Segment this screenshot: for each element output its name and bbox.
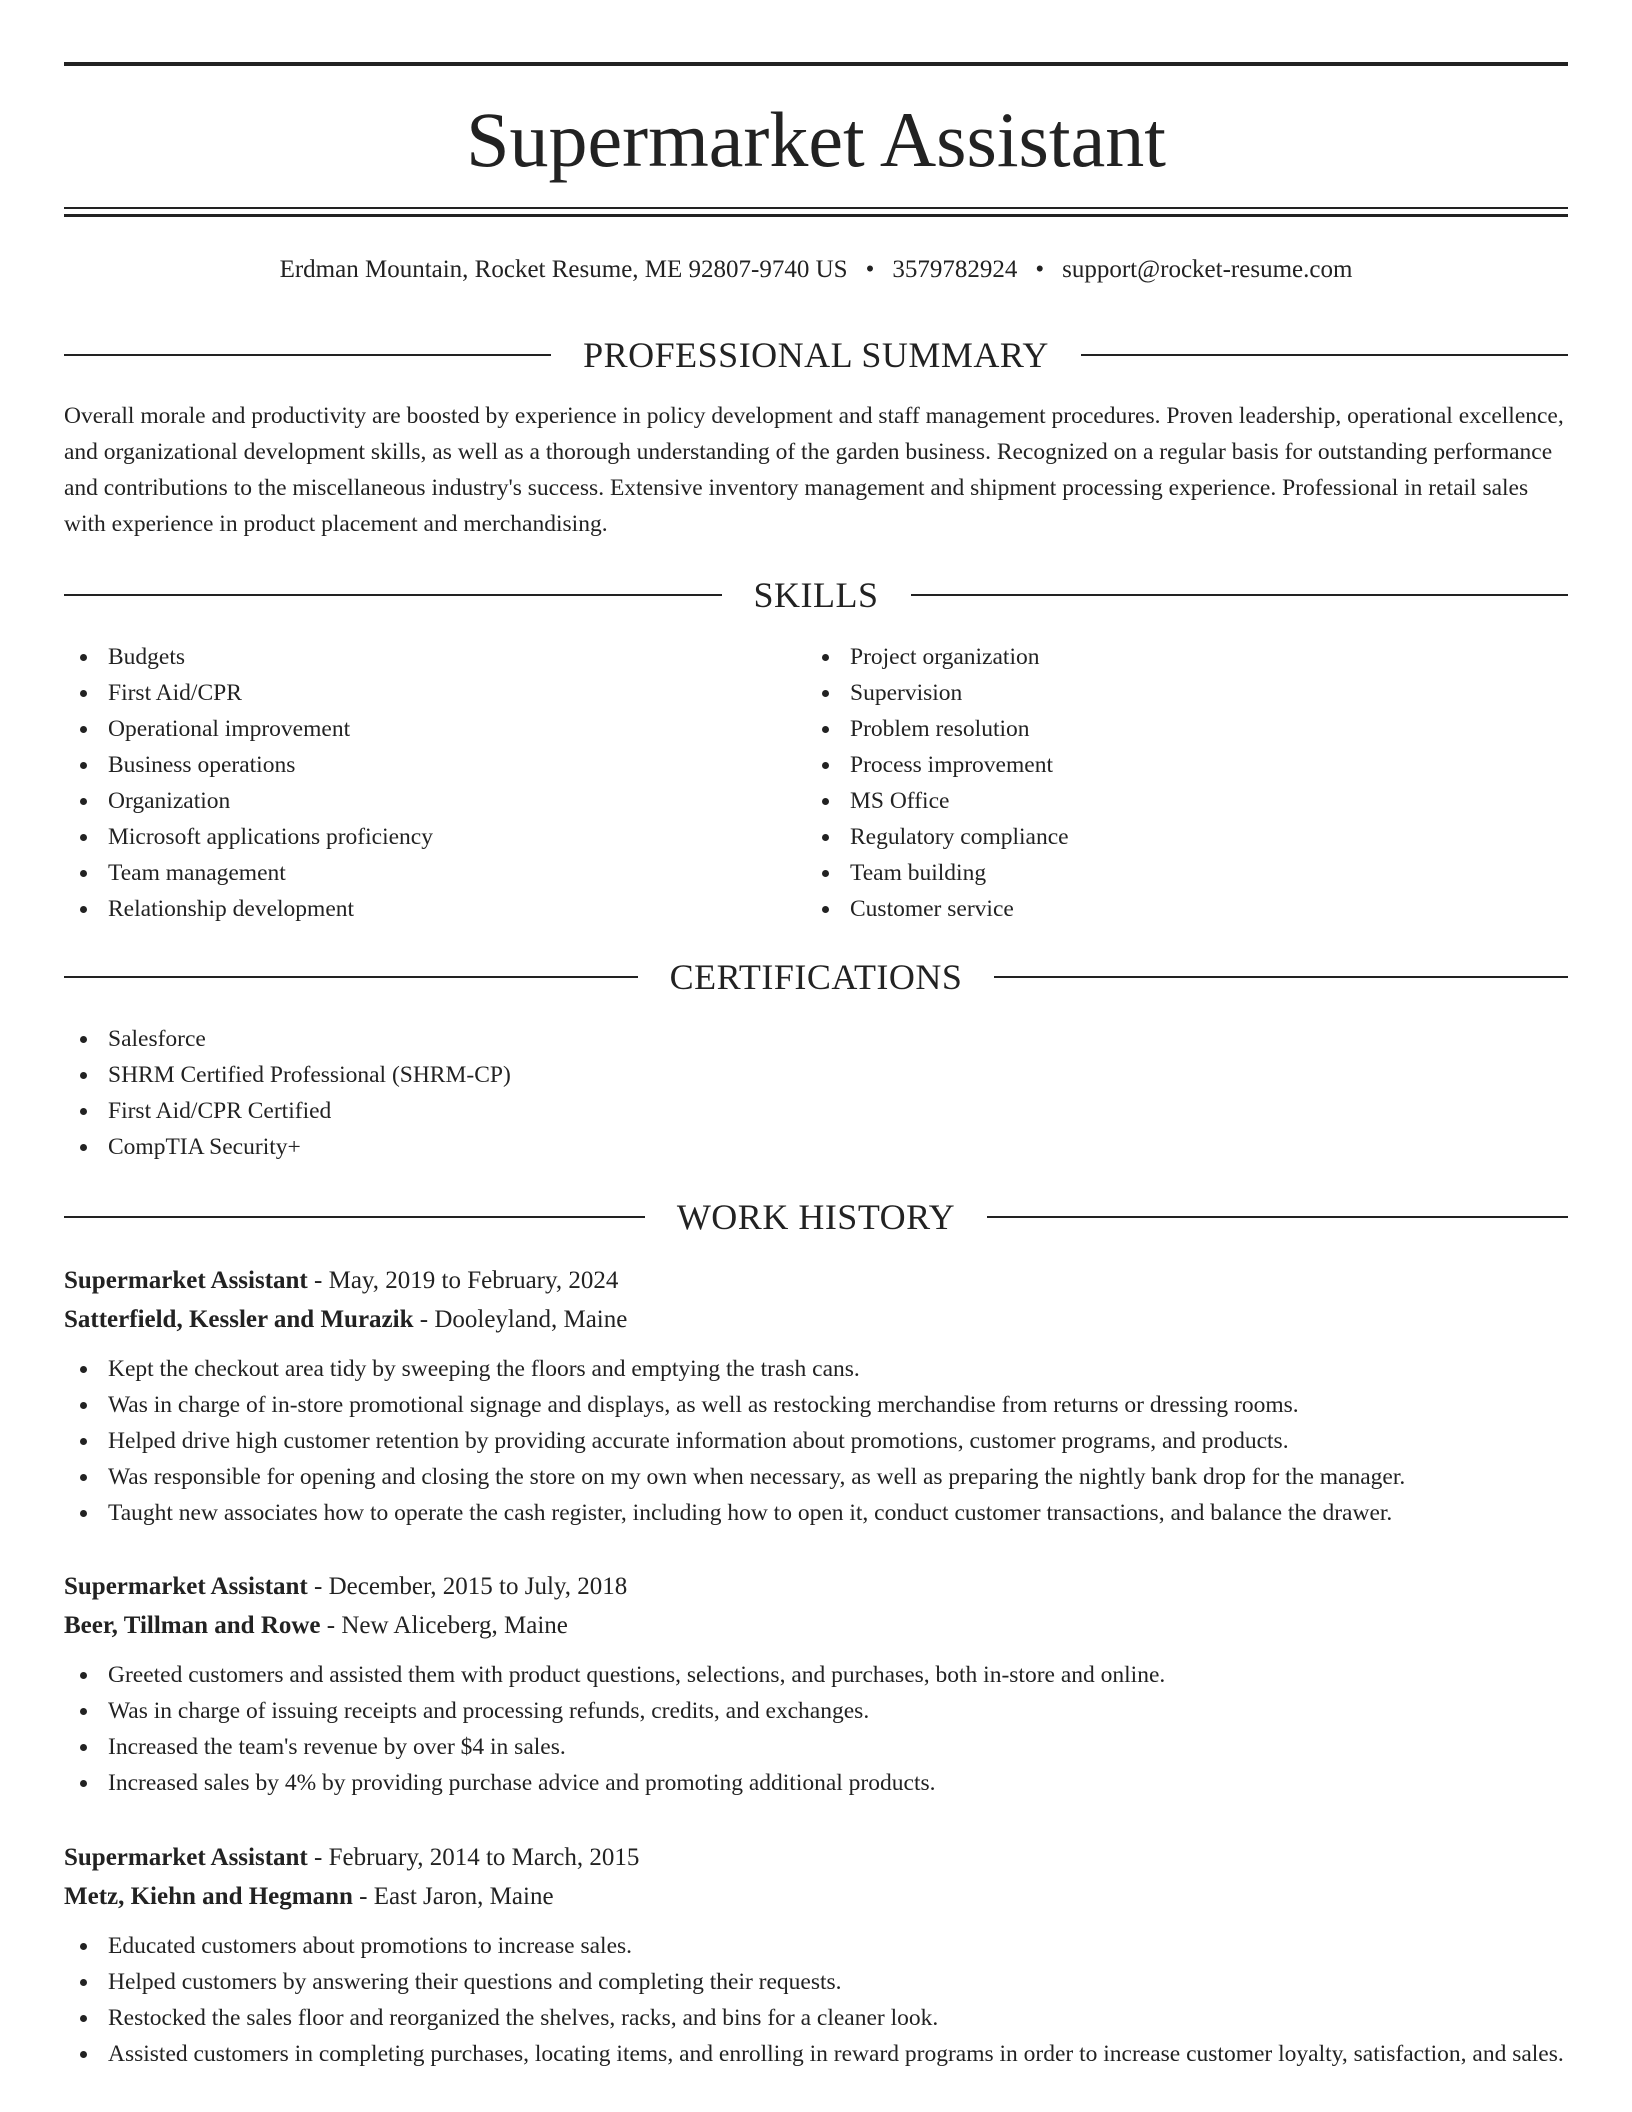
job-bullet: Kept the checkout area tidy by sweeping the floors and emptying the trash cans.: [64, 1351, 1568, 1387]
job-company-line: [64, 1877, 1568, 1916]
job-bullet: Educated customers about promotions to increase sales.: [64, 1928, 1568, 1964]
summary-paragraph: Overall morale and productivity are boosted by experience in policy development and staff management procedures. Proven leadership, operational excellence, and organizational development skills, as well as a thorough understanding of the garden business. Recognized on a regular basis for outstanding performance and contributions to the miscellaneous industry's success. Extensive inventory management and shipment processing experience. Professional in retail sales with experience in product placement and merchandising.: [64, 403, 1564, 537]
section-rule: [1081, 354, 1568, 356]
header-top-rule: [64, 62, 1568, 66]
resume-title: Supermarket Assistant: [466, 96, 1166, 183]
contact-address: Erdman Mountain, Rocket Resume, ME 92807-9740 US: [279, 256, 848, 283]
skill-item: Microsoft applications proficiency: [64, 819, 764, 855]
skill-item: Customer service: [806, 891, 1506, 927]
job-title: Supermarket Assistant: [64, 1573, 308, 1600]
section-title: CERTIFICATIONS: [669, 957, 963, 997]
section-title: PROFESSIONAL SUMMARY: [583, 335, 1049, 375]
certifications-list: [64, 1021, 1568, 1165]
certification-item: SHRM Certified Professional (SHRM-CP): [64, 1057, 1568, 1093]
job-company-line: [64, 1300, 1568, 1339]
job-entry: [64, 1261, 1568, 1531]
skill-item: Regulatory compliance: [806, 819, 1506, 855]
job-bullet: Greeted customers and assisted them with product questions, selections, and purchases, both in-store and online.: [64, 1657, 1568, 1693]
job-company: Satterfield, Kessler and Murazik: [64, 1306, 414, 1333]
skill-item: Process improvement: [806, 747, 1506, 783]
job-bullets: [64, 1351, 1568, 1531]
section-rule: [64, 1216, 645, 1218]
job-bullet: Assisted customers in completing purchases, locating items, and enrolling in reward programs in order to increase customer loyalty, satisfaction, and sales.: [64, 2036, 1568, 2072]
skill-item: Supervision: [806, 675, 1506, 711]
contact-separator: •: [1035, 256, 1045, 283]
job-bullet: Increased the team's revenue by over $4 in sales.: [64, 1729, 1568, 1765]
job-bullet: Taught new associates how to operate the cash register, including how to open it, conduct customer transactions, and balance the drawer.: [64, 1495, 1568, 1531]
certification-item: Salesforce: [64, 1021, 1568, 1057]
header-rule-upper: [64, 207, 1568, 209]
section-title: SKILLS: [753, 575, 879, 615]
job-entry: [64, 1838, 1568, 2072]
skill-item: MS Office: [806, 783, 1506, 819]
skill-item: Organization: [64, 783, 764, 819]
section-heading-work-history: [64, 1195, 1568, 1239]
job-bullet: Was in charge of in-store promotional signage and displays, as well as restocking merchandise from returns or dressing rooms.: [64, 1387, 1568, 1423]
job-title-line: [64, 1261, 1568, 1300]
job-company: Metz, Kiehn and Hegmann: [64, 1883, 353, 1910]
job-bullet: Increased sales by 4% by providing purchase advice and promoting additional products.: [64, 1765, 1568, 1801]
skills-list-right: [806, 639, 1506, 927]
skill-item: Business operations: [64, 747, 764, 783]
contact-separator: •: [865, 256, 875, 283]
contact-email: support@rocket-resume.com: [1062, 256, 1353, 283]
section-rule: [911, 594, 1569, 596]
job-location: - East Jaron, Maine: [352, 1883, 554, 1910]
job-company: Beer, Tillman and Rowe: [64, 1612, 321, 1639]
contact-line: [64, 252, 1568, 288]
header-rule-lower: [64, 214, 1568, 217]
job-bullet: Was in charge of issuing receipts and processing refunds, credits, and exchanges.: [64, 1693, 1568, 1729]
job-bullet: Helped customers by answering their questions and completing their requests.: [64, 1964, 1568, 2000]
skill-item: First Aid/CPR: [64, 675, 764, 711]
job-bullets: [64, 1928, 1568, 2072]
job-title-line: [64, 1567, 1568, 1606]
section-heading-certifications: [64, 955, 1568, 999]
section-rule: [994, 976, 1568, 978]
skill-item: Budgets: [64, 639, 764, 675]
skill-item: Operational improvement: [64, 711, 764, 747]
job-entry: [64, 1567, 1568, 1801]
job-dates: - December, 2015 to July, 2018: [307, 1573, 628, 1600]
job-title: Supermarket Assistant: [64, 1844, 308, 1871]
job-bullet: Helped drive high customer retention by providing accurate information about promotions, customer programs, and products.: [64, 1423, 1568, 1459]
job-title: Supermarket Assistant: [64, 1267, 308, 1294]
skill-item: Team building: [806, 855, 1506, 891]
skill-item: Problem resolution: [806, 711, 1506, 747]
skills-list-left: [64, 639, 764, 927]
section-rule: [64, 976, 638, 978]
job-dates: - February, 2014 to March, 2015: [307, 1844, 640, 1871]
job-dates: - May, 2019 to February, 2024: [307, 1267, 619, 1294]
contact-phone: 3579782924: [892, 256, 1018, 283]
job-bullet: Was responsible for opening and closing the store on my own when necessary, as well as preparing the nightly bank drop for the manager.: [64, 1459, 1568, 1495]
skill-item: Relationship development: [64, 891, 764, 927]
job-location: - Dooleyland, Maine: [413, 1306, 628, 1333]
certification-item: CompTIA Security+: [64, 1129, 1568, 1165]
job-location: - New Aliceberg, Maine: [320, 1612, 568, 1639]
section-rule: [64, 594, 722, 596]
job-title-line: [64, 1838, 1568, 1877]
section-heading-skills: [64, 573, 1568, 617]
section-title: WORK HISTORY: [676, 1197, 956, 1237]
skill-item: Team management: [64, 855, 764, 891]
job-company-line: [64, 1606, 1568, 1645]
job-bullets: [64, 1657, 1568, 1801]
skill-item: Project organization: [806, 639, 1506, 675]
section-rule: [987, 1216, 1568, 1218]
section-heading-summary: [64, 333, 1568, 377]
certification-item: First Aid/CPR Certified: [64, 1093, 1568, 1129]
section-rule: [64, 354, 551, 356]
job-bullet: Restocked the sales floor and reorganized the shelves, racks, and bins for a cleaner look.: [64, 2000, 1568, 2036]
